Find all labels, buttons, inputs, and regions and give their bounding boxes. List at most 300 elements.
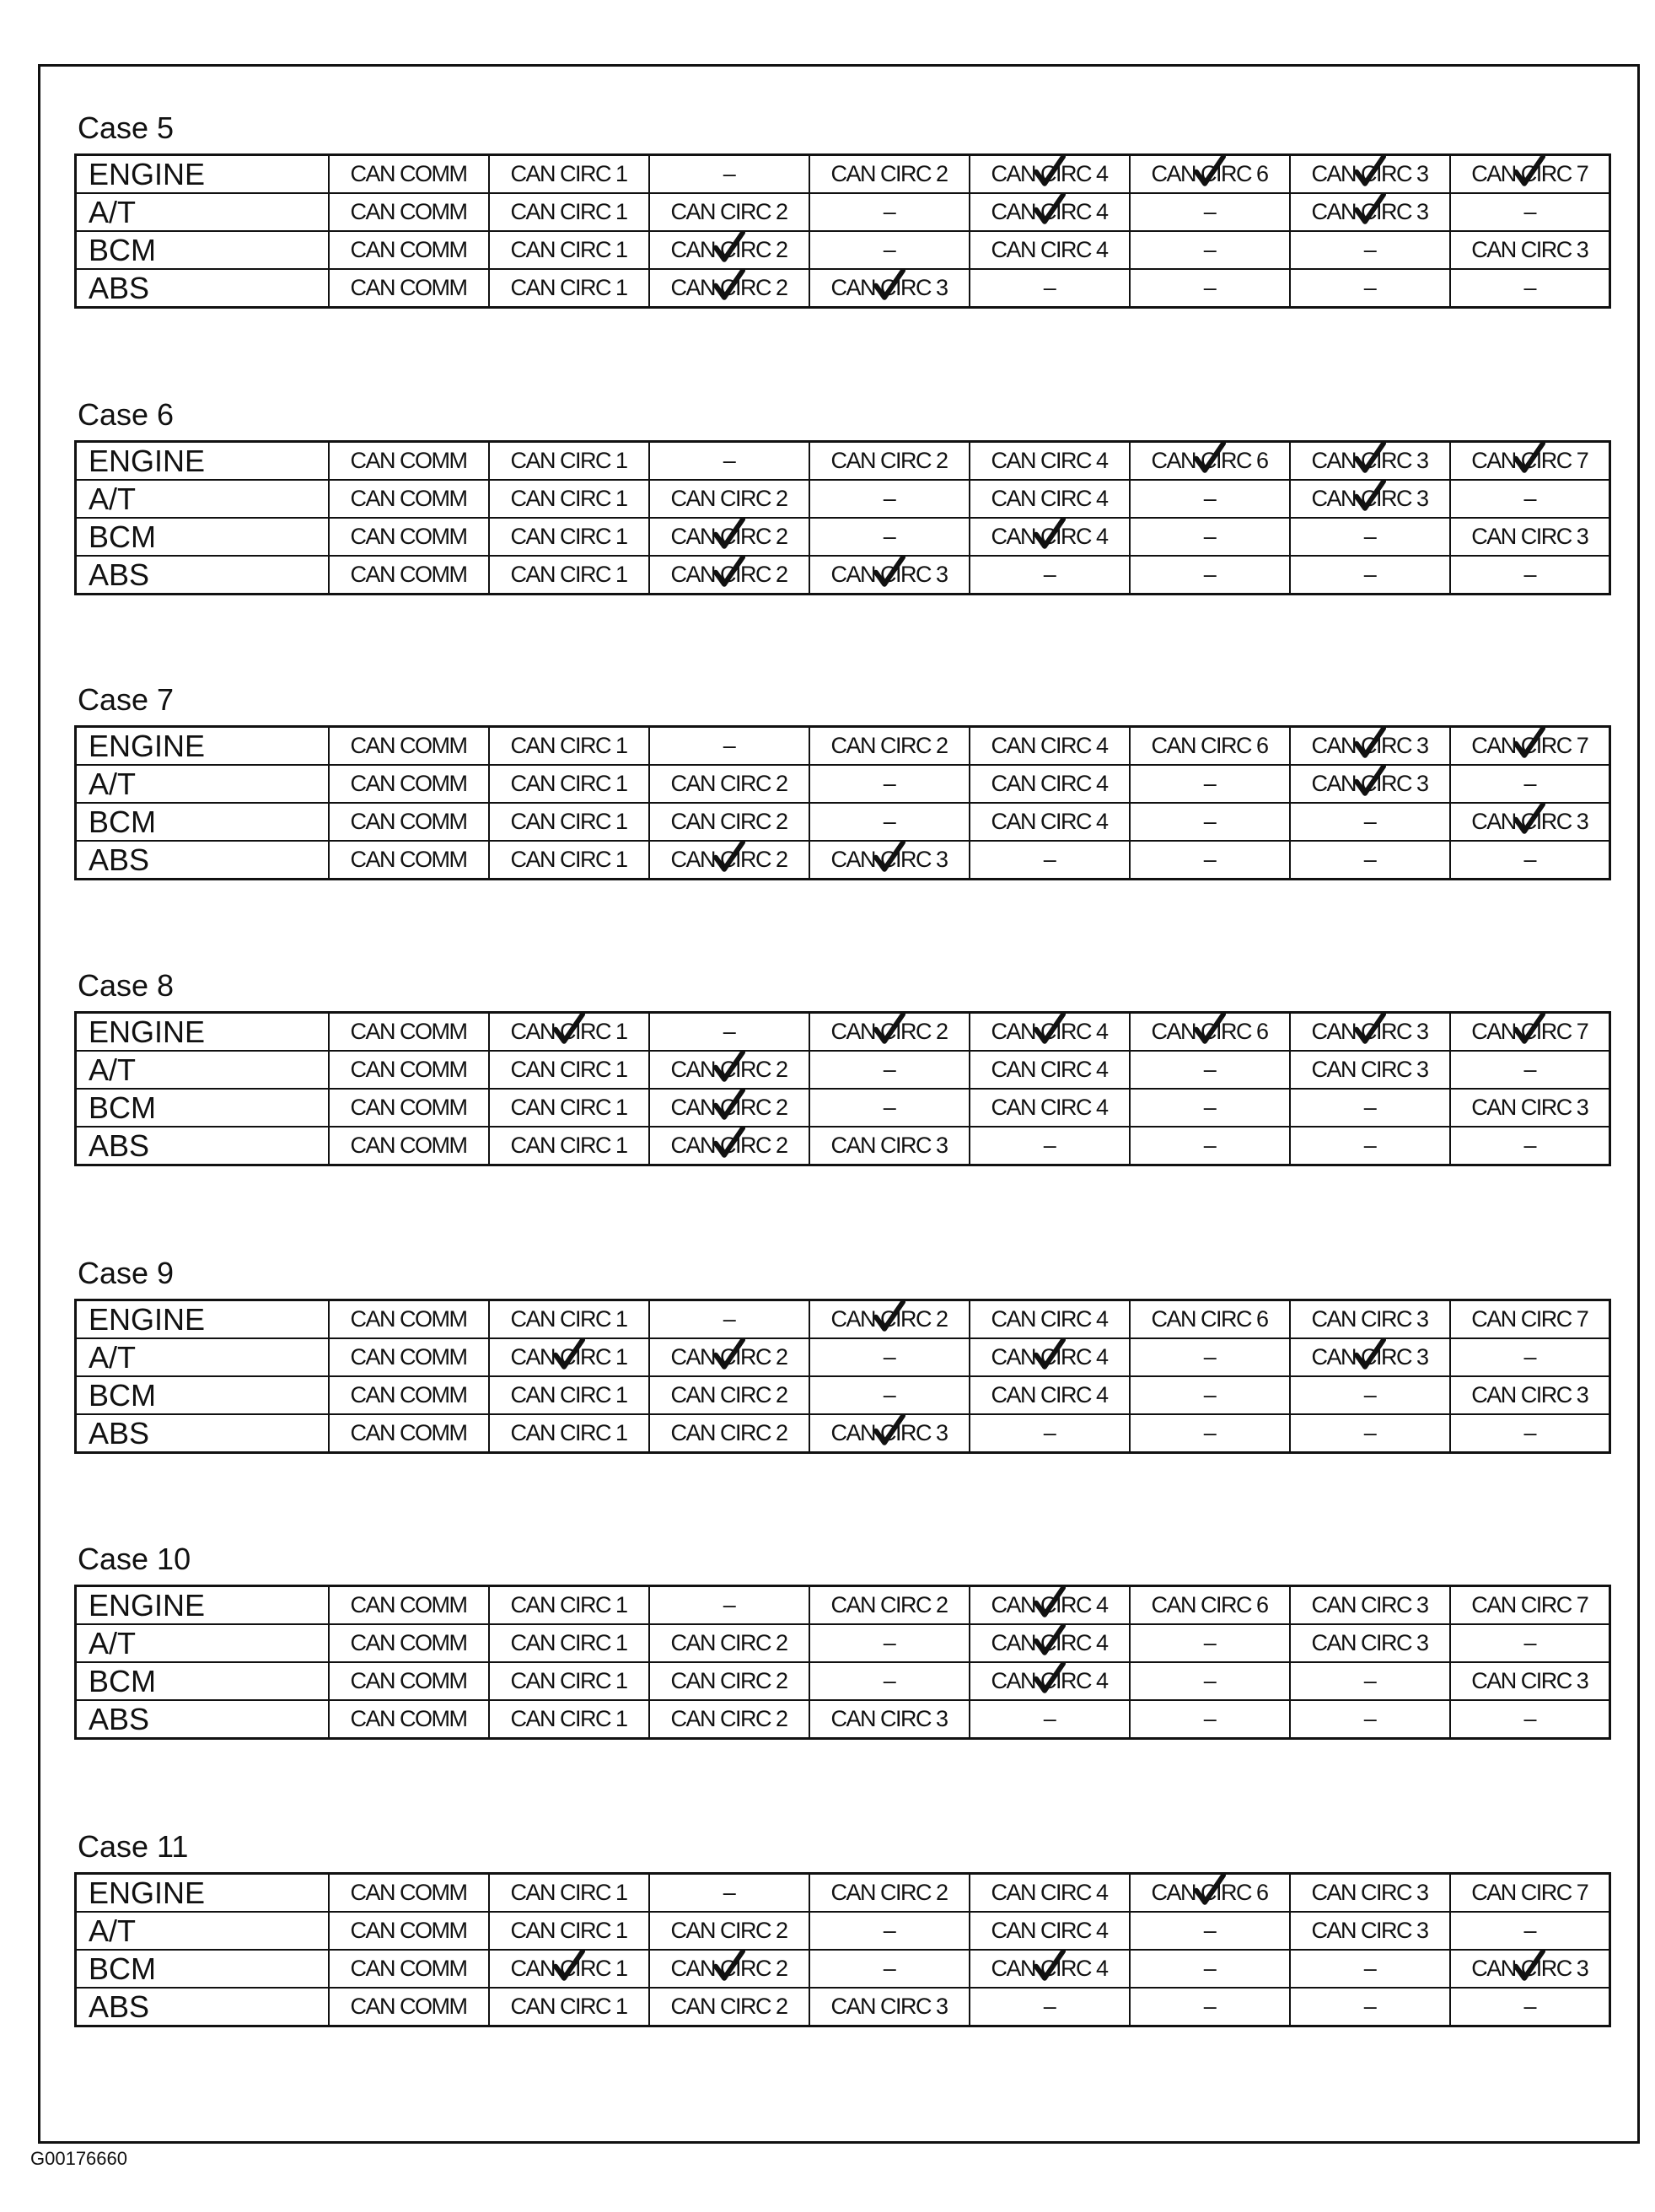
circuit-cell [970, 193, 1130, 231]
table-row [76, 1414, 1610, 1453]
circuit-label: CAN CIRC 2 [670, 1630, 787, 1655]
circuit-cell [489, 155, 649, 194]
circuit-cell-inner [1204, 486, 1216, 512]
circuit-cell-inner [1364, 237, 1376, 263]
circuit-label: CAN CIRC 3 [1311, 1019, 1428, 1044]
circuit-cell-inner [510, 1420, 626, 1446]
circuit-cell-inner [1151, 1880, 1267, 1906]
circuit-label: – [1363, 1095, 1376, 1120]
circuit-cell-inner [1523, 199, 1535, 225]
circuit-cell [1130, 1300, 1290, 1339]
circuit-cell [1450, 1950, 1610, 1988]
circuit-label: CAN COMM [350, 847, 467, 872]
circuit-cell [970, 727, 1130, 766]
circuit-cell [970, 1089, 1130, 1127]
table-row [76, 193, 1610, 231]
circuit-label: CAN CIRC 1 [510, 1706, 627, 1731]
circuit-label: – [883, 486, 895, 511]
circuit-cell [1290, 1127, 1450, 1165]
circuit-cell [649, 1127, 809, 1165]
circuit-cell [1290, 193, 1450, 231]
case-table [74, 1299, 1611, 1454]
case-block [74, 1828, 1610, 2027]
circuit-cell [489, 1089, 649, 1127]
circuit-cell-inner [670, 1994, 787, 2020]
circuit-cell [649, 231, 809, 269]
circuit-cell [970, 1127, 1130, 1165]
module-label: A/T [76, 193, 329, 231]
circuit-cell-inner [1204, 771, 1216, 797]
circuit-cell-inner [1364, 1668, 1376, 1694]
circuit-label: – [1203, 1918, 1216, 1943]
circuit-label: CAN CIRC 3 [1311, 199, 1428, 224]
circuit-cell-inner [510, 771, 626, 797]
circuit-cell [809, 803, 970, 841]
circuit-cell-inner [1204, 237, 1216, 263]
circuit-label: CAN CIRC 3 [1311, 486, 1428, 511]
circuit-cell [970, 231, 1130, 269]
circuit-label: CAN CIRC 3 [1311, 1344, 1428, 1370]
circuit-label: – [1203, 562, 1216, 587]
circuit-cell-inner [351, 161, 467, 187]
circuit-label: CAN CIRC 2 [670, 199, 787, 224]
circuit-cell [329, 1013, 489, 1052]
circuit-cell [1290, 1414, 1450, 1453]
circuit-cell-inner [991, 199, 1107, 225]
circuit-cell [1290, 155, 1450, 194]
circuit-cell [970, 841, 1130, 880]
circuit-cell [649, 442, 809, 481]
circuit-cell [1450, 727, 1610, 766]
circuit-cell [970, 1376, 1130, 1414]
circuit-label: CAN CIRC 4 [991, 1956, 1108, 1981]
table-row [76, 1089, 1610, 1127]
circuit-cell-inner [991, 733, 1107, 759]
circuit-label: CAN COMM [350, 1306, 467, 1332]
circuit-cell-inner [884, 1668, 895, 1694]
circuit-label: CAN CIRC 1 [510, 733, 627, 758]
circuit-cell-inner [830, 1306, 947, 1332]
circuit-label: CAN CIRC 2 [830, 1019, 948, 1044]
circuit-cell [329, 1127, 489, 1165]
table-row [76, 1874, 1610, 1913]
module-label: ABS [76, 1414, 329, 1453]
circuit-cell [809, 442, 970, 481]
circuit-cell-inner [510, 562, 626, 588]
circuit-cell-inner [1311, 733, 1427, 759]
circuit-cell-inner [884, 486, 895, 512]
circuit-cell [1450, 1662, 1610, 1700]
circuit-cell-inner [830, 1420, 947, 1446]
circuit-cell [1290, 765, 1450, 803]
case-title: Case 11 [78, 1829, 189, 1864]
circuit-label: CAN CIRC 2 [670, 486, 787, 511]
circuit-cell [1290, 442, 1450, 481]
circuit-label: CAN CIRC 2 [670, 1956, 787, 1981]
circuit-cell-inner [1311, 448, 1427, 474]
circuit-cell [649, 1051, 809, 1089]
circuit-label: CAN CIRC 3 [1471, 237, 1588, 262]
circuit-cell-inner [1044, 275, 1056, 301]
circuit-cell-inner [830, 161, 947, 187]
circuit-label: – [1523, 1420, 1536, 1445]
circuit-cell [649, 727, 809, 766]
circuit-cell-inner [1364, 847, 1376, 873]
table-row [76, 556, 1610, 595]
circuit-label: CAN CIRC 6 [1151, 1592, 1268, 1617]
circuit-cell-inner [830, 733, 947, 759]
circuit-label: – [1523, 199, 1536, 224]
circuit-cell [1450, 231, 1610, 269]
circuit-cell-inner [670, 1630, 787, 1656]
circuit-label: – [1203, 1956, 1216, 1981]
circuit-cell-inner [351, 524, 467, 550]
circuit-label: CAN CIRC 1 [510, 1630, 627, 1655]
module-label: A/T [76, 480, 329, 518]
circuit-cell [1450, 1051, 1610, 1089]
circuit-cell [1450, 1376, 1610, 1414]
circuit-label: – [1523, 1630, 1536, 1655]
circuit-cell [809, 1089, 970, 1127]
circuit-label: CAN CIRC 4 [991, 809, 1108, 834]
circuit-cell [329, 269, 489, 308]
circuit-label: CAN CIRC 3 [1471, 524, 1588, 549]
circuit-cell-inner [1204, 1668, 1216, 1694]
circuit-label: – [883, 1918, 895, 1943]
circuit-cell-inner [1523, 1344, 1535, 1370]
circuit-cell-inner [1204, 562, 1216, 588]
circuit-cell-inner [510, 237, 626, 263]
circuit-cell [329, 1051, 489, 1089]
circuit-label: CAN CIRC 4 [991, 1306, 1108, 1332]
circuit-cell [1450, 269, 1610, 308]
circuit-cell-inner [510, 733, 626, 759]
case-block [74, 1541, 1610, 1740]
circuit-cell-inner [1311, 1019, 1427, 1045]
circuit-cell-inner [351, 733, 467, 759]
circuit-cell [1290, 556, 1450, 595]
circuit-cell-inner [884, 237, 895, 263]
circuit-cell [489, 1127, 649, 1165]
circuit-label: – [723, 733, 735, 758]
table-row [76, 727, 1610, 766]
circuit-cell [1450, 1013, 1610, 1052]
circuit-label: CAN CIRC 1 [510, 562, 627, 587]
circuit-label: – [883, 524, 895, 549]
case-title: Case 5 [78, 110, 175, 145]
circuit-cell [809, 1300, 970, 1339]
circuit-cell [1130, 231, 1290, 269]
circuit-cell-inner [670, 1706, 787, 1732]
circuit-cell-inner [991, 771, 1107, 797]
circuit-label: CAN COMM [350, 1630, 467, 1655]
circuit-cell [649, 841, 809, 880]
circuit-cell-inner [830, 562, 947, 588]
circuit-cell [649, 765, 809, 803]
circuit-cell-inner [670, 562, 787, 588]
circuit-label: CAN CIRC 4 [991, 237, 1108, 262]
circuit-label: CAN CIRC 1 [510, 448, 627, 473]
circuit-cell-inner [1044, 847, 1056, 873]
circuit-cell [970, 1300, 1130, 1339]
circuit-cell [1130, 727, 1290, 766]
circuit-label: CAN CIRC 3 [1311, 1057, 1428, 1082]
circuit-cell [1450, 765, 1610, 803]
circuit-cell-inner [1523, 486, 1535, 512]
circuit-cell-inner [1523, 562, 1535, 588]
circuit-cell [970, 1624, 1130, 1662]
case-title: Case 6 [78, 397, 175, 432]
circuit-label: – [1363, 1382, 1376, 1407]
circuit-cell [1130, 1624, 1290, 1662]
circuit-label: CAN CIRC 1 [510, 1306, 627, 1332]
table-row [76, 1662, 1610, 1700]
circuit-label: CAN CIRC 3 [1311, 1880, 1428, 1905]
circuit-cell-inner [1151, 161, 1267, 187]
circuit-cell-inner [1204, 199, 1216, 225]
circuit-label: CAN COMM [350, 1057, 467, 1082]
circuit-label: CAN COMM [350, 1994, 467, 2019]
circuit-cell [329, 1874, 489, 1913]
circuit-cell-inner [1471, 448, 1588, 474]
circuit-label: CAN CIRC 3 [1471, 1382, 1588, 1407]
circuit-label: CAN CIRC 4 [991, 1019, 1108, 1044]
circuit-cell [1450, 518, 1610, 556]
circuit-label: CAN CIRC 4 [991, 1592, 1108, 1617]
case-block [74, 396, 1610, 595]
circuit-cell [649, 1624, 809, 1662]
circuit-cell [970, 1662, 1130, 1700]
circuit-cell [329, 1988, 489, 2026]
circuit-label: – [723, 1880, 735, 1905]
circuit-cell [1130, 1338, 1290, 1376]
circuit-cell-inner [1471, 1019, 1588, 1045]
figure-id: G00176660 [30, 2148, 127, 2169]
circuit-cell-inner [884, 1344, 895, 1370]
circuit-cell-inner [510, 1382, 626, 1408]
circuit-cell-inner [830, 1880, 947, 1906]
circuit-cell [809, 1950, 970, 1988]
circuit-label: CAN CIRC 7 [1471, 448, 1588, 473]
circuit-cell-inner [1311, 199, 1427, 225]
circuit-label: CAN CIRC 3 [1471, 1956, 1588, 1981]
circuit-cell-inner [670, 809, 787, 835]
circuit-label: CAN CIRC 1 [510, 524, 627, 549]
circuit-cell-inner [830, 847, 947, 873]
circuit-cell [489, 269, 649, 308]
circuit-label: CAN COMM [350, 733, 467, 758]
circuit-cell-inner [510, 1994, 626, 2020]
circuit-cell-inner [723, 733, 735, 759]
circuit-cell-inner [1311, 1592, 1427, 1618]
circuit-label: – [1523, 1918, 1536, 1943]
circuit-label: – [1363, 275, 1376, 300]
circuit-cell [1130, 1662, 1290, 1700]
circuit-cell [649, 1912, 809, 1950]
table-row [76, 1950, 1610, 1988]
circuit-cell-inner [351, 1592, 467, 1618]
circuit-cell-inner [1364, 809, 1376, 835]
circuit-label: – [1203, 847, 1216, 872]
circuit-label: CAN CIRC 2 [670, 847, 787, 872]
circuit-cell [1290, 1912, 1450, 1950]
circuit-label: CAN CIRC 2 [830, 161, 948, 186]
circuit-label: – [1523, 1057, 1536, 1082]
circuit-label: CAN CIRC 4 [991, 448, 1108, 473]
circuit-label: CAN CIRC 3 [1311, 1306, 1428, 1332]
circuit-cell-inner [991, 448, 1107, 474]
case-block [74, 681, 1610, 880]
circuit-cell [1130, 155, 1290, 194]
circuit-cell [1130, 1051, 1290, 1089]
circuit-label: CAN CIRC 3 [1311, 1918, 1428, 1943]
circuit-cell [489, 1662, 649, 1700]
circuit-cell-inner [1471, 809, 1588, 835]
circuit-label: – [1043, 275, 1056, 300]
circuit-label: CAN COMM [350, 275, 467, 300]
circuit-cell [1450, 1300, 1610, 1339]
table-row [76, 1013, 1610, 1052]
circuit-label: CAN CIRC 1 [510, 1133, 627, 1158]
circuit-label: – [723, 1306, 735, 1332]
module-label: ENGINE [76, 1874, 329, 1913]
circuit-cell-inner [884, 1630, 895, 1656]
table-row [76, 1300, 1610, 1339]
circuit-cell [970, 1586, 1130, 1625]
module-label: BCM [76, 1950, 329, 1988]
circuit-cell [1450, 1624, 1610, 1662]
circuit-cell [809, 556, 970, 595]
circuit-label: – [1523, 1133, 1536, 1158]
circuit-label: CAN CIRC 1 [510, 486, 627, 511]
circuit-cell [1450, 1912, 1610, 1950]
circuit-cell-inner [351, 1382, 467, 1408]
circuit-label: CAN CIRC 7 [1471, 1880, 1588, 1905]
circuit-label: CAN COMM [350, 1095, 467, 1120]
circuit-label: – [1203, 524, 1216, 549]
table-row [76, 269, 1610, 308]
circuit-cell-inner [1471, 524, 1588, 550]
circuit-label: CAN CIRC 7 [1471, 733, 1588, 758]
circuit-label: CAN CIRC 2 [670, 562, 787, 587]
circuit-label: CAN CIRC 1 [510, 161, 627, 186]
circuit-cell-inner [510, 1306, 626, 1332]
circuit-cell [1290, 480, 1450, 518]
circuit-cell-inner [884, 1095, 895, 1121]
circuit-cell [329, 1376, 489, 1414]
circuit-cell [649, 556, 809, 595]
circuit-cell-inner [1471, 1095, 1588, 1121]
circuit-cell [1130, 518, 1290, 556]
circuit-cell-inner [510, 1019, 626, 1045]
circuit-cell-inner [991, 237, 1107, 263]
circuit-label: CAN CIRC 3 [1311, 448, 1428, 473]
table-row [76, 1338, 1610, 1376]
circuit-cell-inner [670, 237, 787, 263]
circuit-cell-inner [1151, 448, 1267, 474]
circuit-label: – [1363, 1133, 1376, 1158]
circuit-label: CAN CIRC 3 [830, 275, 948, 300]
circuit-label: CAN COMM [350, 237, 467, 262]
circuit-cell [1450, 442, 1610, 481]
circuit-label: CAN CIRC 2 [670, 524, 787, 549]
circuit-label: CAN COMM [350, 486, 467, 511]
circuit-cell-inner [1471, 1382, 1588, 1408]
circuit-label: CAN CIRC 4 [991, 1057, 1108, 1082]
circuit-cell [1130, 193, 1290, 231]
circuit-label: CAN CIRC 1 [510, 275, 627, 300]
circuit-label: CAN CIRC 4 [991, 733, 1108, 758]
circuit-cell-inner [1523, 1057, 1535, 1083]
circuit-label: – [1523, 1994, 1536, 2019]
circuit-cell-inner [1364, 1706, 1376, 1732]
circuit-cell [809, 841, 970, 880]
circuit-label: – [1363, 1668, 1376, 1693]
circuit-label: – [883, 1668, 895, 1693]
circuit-cell-inner [1311, 486, 1427, 512]
circuit-label: – [883, 771, 895, 796]
circuit-cell [489, 480, 649, 518]
circuit-label: CAN COMM [350, 1956, 467, 1981]
circuit-cell [1130, 803, 1290, 841]
circuit-cell-inner [1044, 1994, 1056, 2020]
circuit-label: CAN COMM [350, 1344, 467, 1370]
circuit-cell [809, 765, 970, 803]
circuit-cell-inner [830, 1133, 947, 1159]
circuit-cell [809, 1051, 970, 1089]
circuit-cell-inner [1523, 1918, 1535, 1944]
circuit-label: – [723, 1019, 735, 1044]
circuit-cell [649, 269, 809, 308]
circuit-cell-inner [351, 486, 467, 512]
circuit-label: CAN CIRC 3 [830, 1994, 948, 2019]
circuit-label: CAN CIRC 4 [991, 1382, 1108, 1407]
circuit-cell [1290, 1586, 1450, 1625]
circuit-cell-inner [351, 1420, 467, 1446]
circuit-cell [809, 1912, 970, 1950]
circuit-cell [489, 1338, 649, 1376]
circuit-cell-inner [1311, 771, 1427, 797]
circuit-cell [649, 1013, 809, 1052]
circuit-cell-inner [670, 1057, 787, 1083]
module-label: BCM [76, 231, 329, 269]
circuit-cell [489, 518, 649, 556]
circuit-cell-inner [1311, 1630, 1427, 1656]
circuit-cell-inner [351, 1019, 467, 1045]
case-title: Case 9 [78, 1256, 175, 1290]
circuit-cell-inner [830, 1706, 947, 1732]
circuit-label: CAN CIRC 4 [991, 1095, 1108, 1120]
circuit-cell [1450, 1874, 1610, 1913]
circuit-label: – [1363, 1706, 1376, 1731]
circuit-cell [1130, 269, 1290, 308]
circuit-cell [809, 518, 970, 556]
circuit-cell-inner [723, 1019, 735, 1045]
circuit-cell-inner [1364, 275, 1376, 301]
circuit-cell-inner [991, 1382, 1107, 1408]
circuit-label: CAN CIRC 7 [1471, 1306, 1588, 1332]
circuit-label: CAN CIRC 2 [670, 237, 787, 262]
table-row [76, 1912, 1610, 1950]
circuit-label: – [883, 809, 895, 834]
table-row [76, 442, 1610, 481]
circuit-cell [329, 442, 489, 481]
circuit-cell-inner [830, 1994, 947, 2020]
circuit-label: CAN CIRC 1 [510, 1668, 627, 1693]
circuit-label: – [1043, 1994, 1056, 2019]
circuit-cell-inner [991, 1306, 1107, 1332]
circuit-label: CAN CIRC 1 [510, 809, 627, 834]
